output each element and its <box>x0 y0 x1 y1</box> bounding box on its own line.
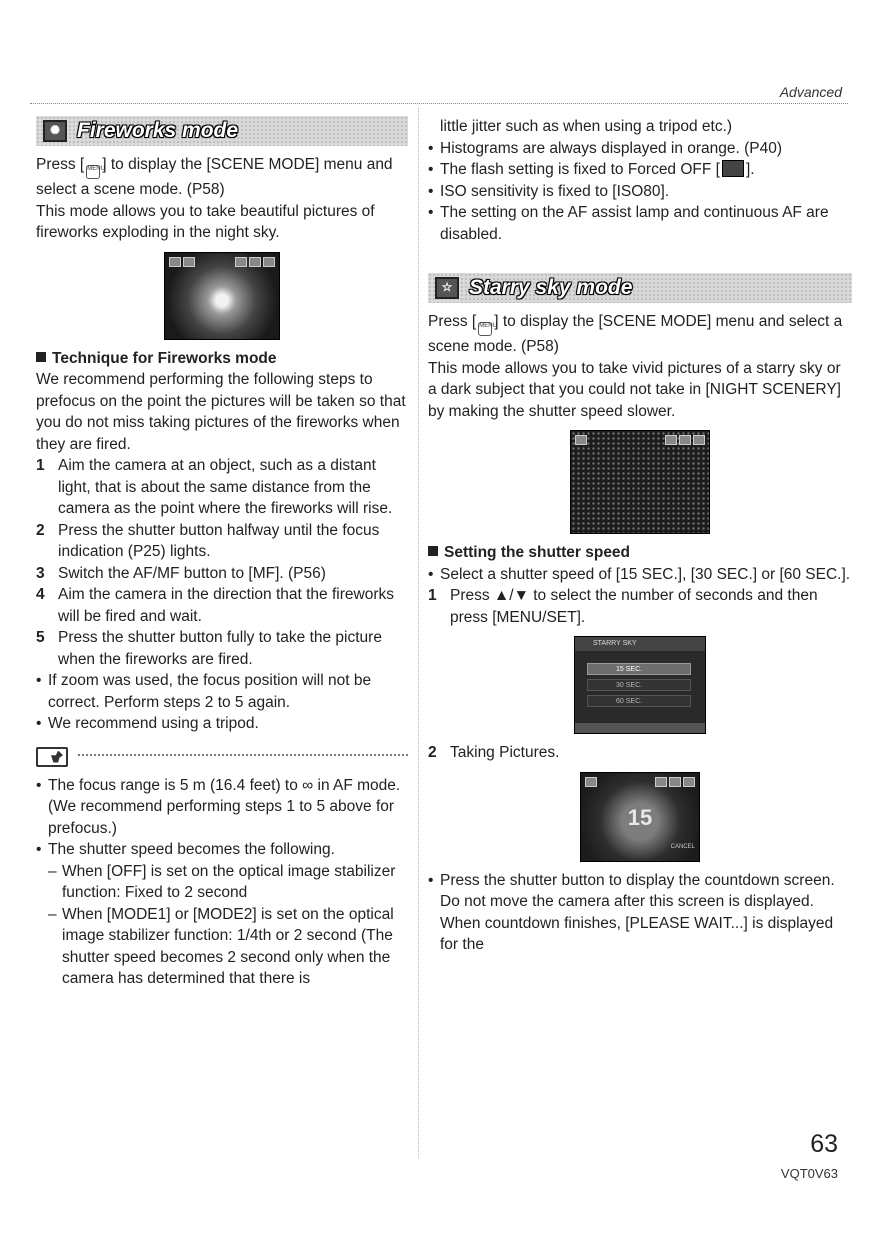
list-item: • The focus range is 5 m (16.4 feet) to ∞ in AF mode. (We recommend performing steps 1 to 5 above for prefocus.) <box>36 775 408 840</box>
list-item: • The shutter speed becomes the following. <box>36 839 408 861</box>
scene-mode-icon <box>169 257 181 267</box>
list-item: • Histograms are always displayed in orange. (P40) <box>428 138 852 160</box>
right-column <box>428 116 852 956</box>
menu-option-60: 60 SEC. <box>587 695 691 707</box>
scene-mode-icon <box>575 435 587 445</box>
fireworks-settings-notes <box>428 138 852 246</box>
header-rule <box>30 103 848 104</box>
technique-heading: Technique for Fireworks mode <box>36 348 408 370</box>
battery-icon <box>693 435 705 445</box>
starry-sky-menu-screen <box>574 636 706 734</box>
countdown-cancel-label: CANCEL <box>670 844 695 850</box>
fireworks-title: Fireworks mode <box>77 119 239 143</box>
list-item: – When [MODE1] or [MODE2] is set on the optical image stabilizer function: 1/4th or 2 second (The shutter speed becomes 2 second only when the camera has determined that there is <box>48 904 408 990</box>
battery-icon <box>683 777 695 787</box>
model-code: VQT0V63 <box>780 1166 838 1181</box>
scene-mode-icon <box>585 777 597 787</box>
list-item: • Select a shutter speed of [15 SEC.], [30 SEC.] or [60 SEC.]. <box>428 564 852 586</box>
starry-lcd-preview <box>570 430 710 534</box>
list-item: • If zoom was used, the focus position will not be correct. Perform steps 2 to 5 again. <box>36 670 408 713</box>
quality-icon <box>249 257 261 267</box>
list-item: • Press the shutter button to display the countdown screen. Do not move the camera after this screen is displayed. When countdown finishes, [PLEASE WAIT...] is displayed for the <box>428 870 852 956</box>
picture-size-icon <box>665 435 677 445</box>
list-item: • We recommend using a tripod. <box>36 713 408 735</box>
continued-text: little jitter such as when using a tripod etc.) <box>440 118 733 135</box>
setting-steps <box>428 585 852 628</box>
technique-steps <box>36 455 408 670</box>
left-column <box>36 116 408 990</box>
list-item: • The setting on the AF assist lamp and continuous AF are disabled. <box>428 202 852 245</box>
list-item: • ISO sensitivity is fixed to [ISO80]. <box>428 181 852 203</box>
setting-bullets <box>428 564 852 586</box>
starry-banner <box>428 273 852 303</box>
fireworks-description: This mode allows you to take beautiful pictures of fireworks exploding in the night sky. <box>36 202 375 241</box>
flash-off-icon <box>722 160 744 177</box>
fireworks-banner <box>36 116 408 146</box>
starry-sky-mode-icon: ☆ <box>435 277 459 299</box>
battery-icon <box>263 257 275 267</box>
tip-divider <box>36 743 408 771</box>
spacer <box>428 245 852 273</box>
list-item: 4 Aim the camera in the direction that the fireworks will be fired and wait. <box>36 586 394 625</box>
setting-heading: Setting the shutter speed <box>428 542 852 564</box>
fireworks-lcd-preview <box>164 252 280 340</box>
section-header-label: Advanced <box>779 84 842 100</box>
countdown-number: 15 <box>627 804 653 830</box>
menu-title: STARRY SKY <box>575 637 705 651</box>
menu-footer-bar <box>575 723 705 733</box>
list-item: 2 Taking Pictures. <box>428 744 560 761</box>
starry-title: Starry sky mode <box>469 276 633 300</box>
tip-dotted-rule <box>78 754 408 760</box>
technique-body: We recommend performing the following steps to prefocus on the point the pictures will be taken so that you do not miss taking pictures of the fireworks when they are fired. <box>36 371 406 453</box>
list-item: 5 Press the shutter button fully to take the picture when the fireworks are fired. <box>36 629 382 668</box>
fireworks-mode-icon: ✺ <box>43 120 67 142</box>
page-number: 63 <box>810 1130 838 1158</box>
menu-set-icon: MENU <box>86 165 100 179</box>
countdown-lcd-preview <box>580 772 700 862</box>
menu-set-icon: MENU <box>478 322 492 336</box>
fireworks-intro: Press [ MENU] to display the [SCENE MODE] menu and select a scene mode. (P58) <box>36 156 393 198</box>
list-item: • The flash setting is fixed to Forced OFF [ ]. <box>428 159 852 181</box>
square-bullet-icon <box>36 352 46 362</box>
fireworks-notes <box>36 670 408 735</box>
quality-icon <box>679 435 691 445</box>
square-bullet-icon <box>428 546 438 556</box>
picture-size-icon <box>235 257 247 267</box>
flash-off-icon <box>183 257 195 267</box>
countdown-notes <box>428 870 852 956</box>
starry-intro: Press [ MENU] to display the [SCENE MODE] menu and select a scene mode. (P58) <box>428 313 843 355</box>
list-item: 3 Switch the AF/MF button to [MF]. (P56) <box>36 564 326 582</box>
column-divider <box>418 108 419 1158</box>
quality-icon <box>669 777 681 787</box>
menu-option-15: 15 SEC. <box>587 663 691 675</box>
list-item: 1 Press ▲/▼ to select the number of seconds and then press [MENU/SET]. <box>428 587 818 626</box>
taking-steps <box>428 742 852 764</box>
menu-option-30: 30 SEC. <box>587 679 691 691</box>
shutter-speed-cases <box>36 861 408 990</box>
list-item: – When [OFF] is set on the optical image stabilizer function: Fixed to 2 second <box>48 861 408 904</box>
list-item: 2 Press the shutter button halfway until the focus indication (P25) lights. <box>36 521 380 560</box>
starry-description: This mode allows you to take vivid pictures of a starry sky or a dark subject that you could not take in [NIGHT SCENERY] by making the shutter speed slower. <box>428 359 841 420</box>
list-item: 1 Aim the camera at an object, such as a distant light, that is about the same distance from the camera as the point where the fireworks will rise. <box>36 457 393 517</box>
picture-size-icon <box>655 777 667 787</box>
fireworks-tips <box>36 775 408 861</box>
tip-icon <box>36 747 68 767</box>
